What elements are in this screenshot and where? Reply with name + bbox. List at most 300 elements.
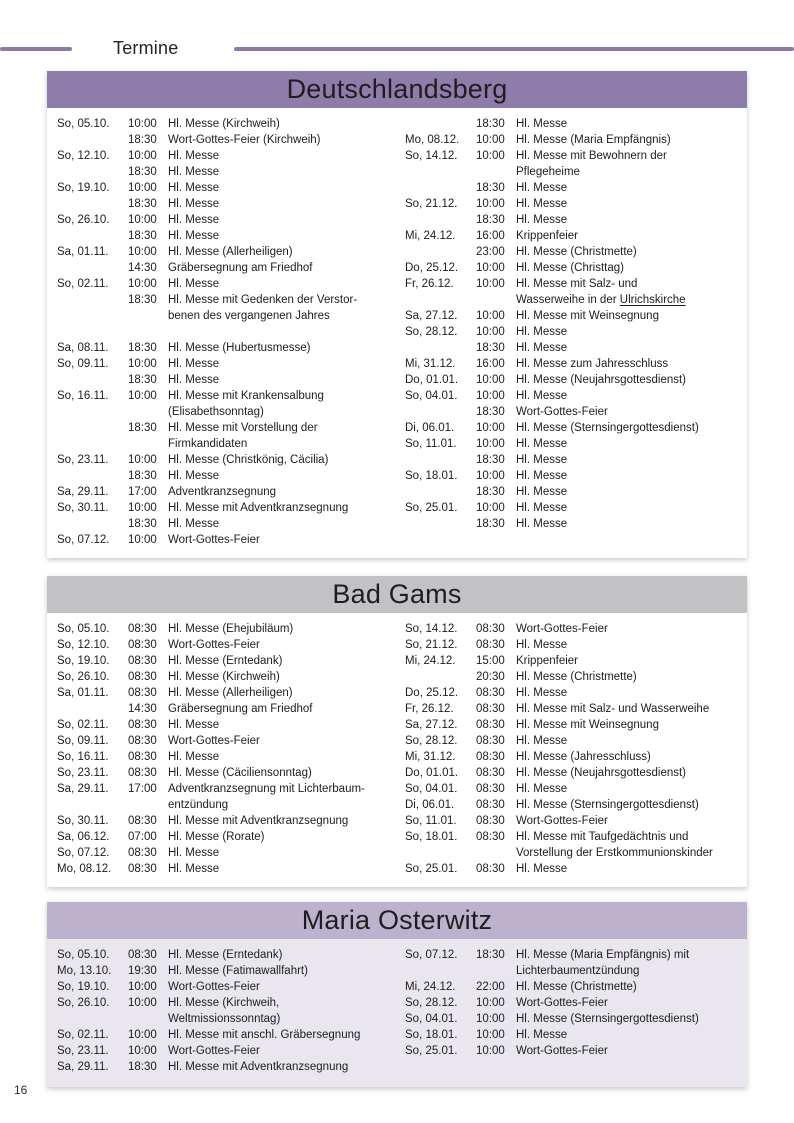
schedule-row bbox=[405, 861, 737, 877]
event-date: So, 12.10. bbox=[57, 150, 110, 162]
event-description: Hl. Messe bbox=[168, 470, 220, 482]
event-date: Sa, 08.11. bbox=[57, 342, 109, 354]
event-description: Hl. Messe bbox=[168, 150, 220, 162]
page-number: 16 bbox=[14, 1083, 28, 1097]
event-time: 08:30 bbox=[476, 799, 505, 811]
event-description: Hl. Messe mit Adventkranzsegnung bbox=[168, 1061, 349, 1073]
schedule-row bbox=[57, 637, 389, 653]
section-title-maria-osterwitz: Maria Osterwitz bbox=[47, 902, 747, 939]
event-time: 08:30 bbox=[128, 639, 157, 651]
event-time: 08:30 bbox=[128, 767, 157, 779]
event-description: Wort-Gottes-Feier bbox=[168, 1045, 260, 1057]
schedule-row bbox=[57, 244, 389, 260]
event-time: 08:30 bbox=[128, 751, 157, 763]
schedule-row bbox=[405, 388, 737, 404]
event-date: Do, 01.01. bbox=[405, 767, 459, 779]
schedule-row bbox=[405, 404, 737, 420]
schedule-row bbox=[405, 148, 737, 180]
schedule-row bbox=[405, 452, 737, 468]
schedule-deutschlandsberg bbox=[47, 108, 747, 558]
schedule-row bbox=[57, 484, 389, 500]
event-time: 10:00 bbox=[128, 454, 157, 466]
event-time: 08:30 bbox=[476, 783, 505, 795]
schedule-row bbox=[57, 292, 389, 324]
event-description: Hl. Messe (Ehejubiläum) bbox=[168, 623, 294, 635]
event-date: Do, 25.12. bbox=[405, 687, 459, 699]
schedule-row bbox=[57, 164, 389, 180]
event-description: Hl. Messe (Erntedank) bbox=[168, 655, 283, 667]
schedule-row bbox=[57, 947, 389, 963]
schedule-row bbox=[57, 765, 389, 781]
section-title-bad-gams: Bad Gams bbox=[47, 576, 747, 613]
event-time: 10:00 bbox=[476, 390, 505, 402]
event-description: Hl. Messe (Fatimawallfahrt) bbox=[168, 965, 308, 977]
event-time: 10:00 bbox=[128, 390, 157, 402]
event-date: So, 26.10. bbox=[57, 997, 110, 1009]
event-date: So, 18.01. bbox=[405, 831, 458, 843]
schedule-row bbox=[405, 669, 737, 685]
schedule-row bbox=[57, 621, 389, 637]
event-time: 16:00 bbox=[476, 358, 505, 370]
event-time: 10:00 bbox=[476, 470, 505, 482]
event-time: 08:30 bbox=[128, 949, 157, 961]
schedule-row bbox=[57, 717, 389, 733]
event-description: Hl. Messe bbox=[168, 198, 220, 210]
schedule-row bbox=[405, 132, 737, 148]
event-date: Mi, 31.12. bbox=[405, 751, 456, 763]
event-date: So, 04.01. bbox=[405, 783, 458, 795]
event-date: So, 19.10. bbox=[57, 655, 110, 667]
event-date: Mi, 24.12. bbox=[405, 655, 456, 667]
event-time: 16:00 bbox=[476, 230, 505, 242]
event-time: 10:00 bbox=[476, 262, 505, 274]
event-description: Hl. Messe bbox=[168, 166, 220, 178]
event-description: Hl. Messe mit Salz- und Wasserweihe bbox=[516, 703, 710, 715]
schedule-row bbox=[57, 701, 389, 717]
event-time: 10:00 bbox=[128, 997, 157, 1009]
event-time: 08:30 bbox=[476, 751, 505, 763]
event-time: 07:00 bbox=[128, 831, 157, 843]
event-time: 14:30 bbox=[128, 262, 157, 274]
event-time: 10:00 bbox=[128, 358, 157, 370]
event-description: Wort-Gottes-Feier bbox=[516, 1045, 608, 1057]
event-description: Hl. Messe mit Gedenken der Verstor- benen des vergangenen Jahres bbox=[168, 294, 358, 322]
event-description: Adventkranzsegnung bbox=[168, 486, 277, 498]
event-time: 18:30 bbox=[476, 486, 505, 498]
schedule-row bbox=[57, 180, 389, 196]
event-time: 14:30 bbox=[128, 703, 157, 715]
event-description: Hl. Messe (Maria Empfängnis) bbox=[516, 134, 671, 146]
schedule-row bbox=[405, 979, 737, 995]
event-date: So, 07.12. bbox=[57, 847, 110, 859]
event-time: 10:00 bbox=[476, 198, 505, 210]
event-time: 10:00 bbox=[128, 246, 157, 258]
event-date: Mi, 24.12. bbox=[405, 230, 456, 242]
event-description: Hl. Messe mit Salz- und Wasserweihe in der Ulrichskirche bbox=[516, 278, 686, 306]
event-date: So, 28.12. bbox=[405, 326, 458, 338]
event-description: Gräbersegnung am Friedhof bbox=[168, 262, 313, 274]
event-time: 10:00 bbox=[476, 374, 505, 386]
event-time: 10:00 bbox=[128, 118, 157, 130]
schedule-row bbox=[57, 979, 389, 995]
event-description: Hl. Messe (Christkönig, Cäcilia) bbox=[168, 454, 329, 466]
schedule-row bbox=[405, 749, 737, 765]
event-description: Hl. Messe (Christmette) bbox=[516, 671, 637, 683]
event-time: 08:30 bbox=[128, 623, 157, 635]
event-description: Hl. Messe (Neujahrsgottesdienst) bbox=[516, 374, 687, 386]
event-time: 08:30 bbox=[128, 655, 157, 667]
event-date: So, 18.01. bbox=[405, 470, 458, 482]
event-date: Mi, 24.12. bbox=[405, 981, 456, 993]
event-description: Hl. Messe (Hubertusmesse) bbox=[168, 342, 311, 354]
schedule-row bbox=[57, 995, 389, 1027]
event-description: Hl. Messe bbox=[168, 863, 220, 875]
event-date bbox=[57, 468, 128, 484]
event-description: Hl. Messe bbox=[516, 639, 568, 651]
event-date: So, 02.11. bbox=[57, 719, 109, 731]
schedule-row bbox=[57, 276, 389, 292]
event-date: So, 09.11. bbox=[57, 358, 109, 370]
event-date: So, 14.12. bbox=[405, 150, 458, 162]
event-date: Sa, 29.11. bbox=[57, 783, 109, 795]
schedule-row bbox=[57, 781, 389, 813]
event-description: Hl. Messe bbox=[168, 847, 220, 859]
schedule-row bbox=[57, 212, 389, 228]
event-date: Do, 01.01. bbox=[405, 374, 459, 386]
event-time: 10:00 bbox=[128, 182, 157, 194]
event-description: Hl. Messe mit Bewohnern der Pflegeheime bbox=[516, 150, 667, 178]
event-time: 18:30 bbox=[128, 374, 157, 386]
schedule-row bbox=[57, 813, 389, 829]
schedule-row bbox=[57, 1027, 389, 1043]
event-time: 18:30 bbox=[476, 454, 505, 466]
event-time: 19:30 bbox=[128, 965, 157, 977]
schedule-row bbox=[405, 516, 737, 532]
schedule-row bbox=[57, 845, 389, 861]
event-time: 10:00 bbox=[128, 278, 157, 290]
schedule-row bbox=[405, 276, 737, 308]
event-date: So, 05.10. bbox=[57, 623, 110, 635]
event-date: Sa, 01.11. bbox=[57, 246, 109, 258]
event-date bbox=[405, 340, 476, 356]
event-time: 10:00 bbox=[476, 134, 505, 146]
event-time: 17:00 bbox=[128, 783, 157, 795]
event-time: 18:30 bbox=[476, 118, 505, 130]
event-description: Hl. Messe bbox=[516, 118, 568, 130]
event-time: 10:00 bbox=[476, 1045, 505, 1057]
schedule-row bbox=[405, 829, 737, 861]
schedule-column bbox=[57, 621, 389, 877]
schedule-row bbox=[405, 372, 737, 388]
event-date: Mo, 08.12. bbox=[57, 863, 112, 875]
event-time: 08:30 bbox=[128, 863, 157, 875]
event-date bbox=[405, 116, 476, 132]
event-time: 10:00 bbox=[476, 1029, 505, 1041]
event-time: 18:30 bbox=[128, 342, 157, 354]
event-description: Hl. Messe bbox=[516, 214, 568, 226]
event-description: Hl. Messe mit Weinsegnung bbox=[516, 719, 659, 731]
event-date bbox=[57, 196, 128, 212]
event-description: Hl. Messe (Christtag) bbox=[516, 262, 624, 274]
event-time: 10:00 bbox=[128, 1045, 157, 1057]
event-date bbox=[405, 452, 476, 468]
event-description: Hl. Messe bbox=[516, 518, 568, 530]
event-description: Hl. Messe (Erntedank) bbox=[168, 949, 283, 961]
schedule-row bbox=[405, 781, 737, 797]
event-time: 10:00 bbox=[128, 502, 157, 514]
schedule-row bbox=[57, 468, 389, 484]
schedule-row bbox=[405, 733, 737, 749]
event-date: So, 19.10. bbox=[57, 981, 110, 993]
schedule-row bbox=[57, 132, 389, 148]
event-description: Hl. Messe zum Jahresschluss bbox=[516, 358, 669, 370]
event-time: 10:00 bbox=[128, 534, 157, 546]
event-time: 08:30 bbox=[128, 735, 157, 747]
event-description: Hl. Messe bbox=[516, 486, 568, 498]
schedule-column bbox=[57, 116, 389, 548]
event-time: 10:00 bbox=[128, 150, 157, 162]
event-time: 08:30 bbox=[476, 687, 505, 699]
event-date bbox=[57, 260, 128, 276]
schedule-row bbox=[405, 420, 737, 436]
event-time: 18:30 bbox=[476, 949, 505, 961]
event-date: So, 18.01. bbox=[405, 1029, 458, 1041]
section-bad-gams bbox=[47, 576, 747, 887]
event-date: So, 28.12. bbox=[405, 735, 458, 747]
schedule-row bbox=[57, 116, 389, 132]
event-date: So, 07.12. bbox=[405, 949, 458, 961]
event-description: Krippenfeier bbox=[516, 655, 579, 667]
event-date: So, 25.01. bbox=[405, 863, 458, 875]
event-date: So, 04.01. bbox=[405, 390, 458, 402]
event-description: Hl. Messe bbox=[168, 751, 220, 763]
event-date: So, 09.11. bbox=[57, 735, 109, 747]
event-date: So, 05.10. bbox=[57, 118, 110, 130]
event-date: So, 11.01. bbox=[405, 438, 457, 450]
event-time: 18:30 bbox=[128, 422, 157, 434]
event-description: Wort-Gottes-Feier bbox=[516, 623, 608, 635]
event-date: So, 12.10. bbox=[57, 639, 110, 651]
event-date: So, 23.11. bbox=[57, 454, 109, 466]
event-date: So, 25.01. bbox=[405, 1045, 458, 1057]
schedule-row bbox=[405, 797, 737, 813]
schedule-row bbox=[405, 260, 737, 276]
schedule-row bbox=[57, 196, 389, 212]
event-time: 23:00 bbox=[476, 246, 505, 258]
schedule-row bbox=[57, 532, 389, 548]
event-description: Hl. Messe bbox=[516, 454, 568, 466]
section-maria-osterwitz bbox=[47, 902, 747, 1087]
event-time: 08:30 bbox=[128, 671, 157, 683]
event-description: Hl. Messe bbox=[516, 390, 568, 402]
event-date: Di, 06.01. bbox=[405, 422, 455, 434]
event-time: 10:00 bbox=[476, 1013, 505, 1025]
schedule-row bbox=[405, 765, 737, 781]
event-description: Hl. Messe bbox=[516, 502, 568, 514]
schedule-row bbox=[405, 244, 737, 260]
event-date: So, 28.12. bbox=[405, 997, 458, 1009]
schedule-row bbox=[57, 685, 389, 701]
event-time: 22:00 bbox=[476, 981, 505, 993]
event-date: So, 26.10. bbox=[57, 671, 110, 683]
event-date: Do, 25.12. bbox=[405, 262, 459, 274]
schedule-row bbox=[405, 685, 737, 701]
event-date: Mo, 13.10. bbox=[57, 965, 112, 977]
schedule-maria-osterwitz bbox=[47, 939, 747, 1087]
schedule-row bbox=[57, 749, 389, 765]
event-date: So, 23.11. bbox=[57, 1045, 109, 1057]
event-date: Fr, 26.12. bbox=[405, 278, 454, 290]
schedule-row bbox=[57, 452, 389, 468]
schedule-row bbox=[405, 717, 737, 733]
event-date: So, 21.12. bbox=[405, 639, 458, 651]
event-date: Sa, 29.11. bbox=[57, 486, 109, 498]
event-description: Hl. Messe (Jahresschluss) bbox=[516, 751, 651, 763]
event-description: Hl. Messe (Sternsingergottesdienst) bbox=[516, 422, 699, 434]
event-time: 10:00 bbox=[476, 997, 505, 1009]
schedule-row bbox=[405, 196, 737, 212]
schedule-row bbox=[57, 500, 389, 516]
event-description: Hl. Messe bbox=[168, 719, 220, 731]
schedule-row bbox=[57, 340, 389, 356]
schedule-row bbox=[405, 468, 737, 484]
event-time: 15:00 bbox=[476, 655, 505, 667]
event-date bbox=[405, 212, 476, 228]
event-date: So, 16.11. bbox=[57, 751, 109, 763]
event-date: So, 02.11. bbox=[57, 278, 109, 290]
event-date: So, 19.10. bbox=[57, 182, 110, 194]
event-description: Hl. Messe (Allerheiligen) bbox=[168, 246, 293, 258]
event-date: Sa, 27.12. bbox=[405, 719, 458, 731]
event-date: So, 26.10. bbox=[57, 214, 110, 226]
event-time: 18:30 bbox=[476, 214, 505, 226]
page-header bbox=[0, 0, 794, 59]
event-description: Hl. Messe bbox=[168, 518, 220, 530]
event-time: 18:30 bbox=[476, 182, 505, 194]
event-description: Hl. Messe bbox=[168, 374, 220, 386]
event-description: Wort-Gottes-Feier bbox=[516, 406, 608, 418]
event-description: Wort-Gottes-Feier (Kirchweih) bbox=[168, 134, 321, 146]
event-date bbox=[57, 701, 128, 717]
event-time: 08:30 bbox=[128, 719, 157, 731]
event-description: Hl. Messe (Neujahrsgottesdienst) bbox=[516, 767, 687, 779]
schedule-row bbox=[57, 356, 389, 372]
event-description: Hl. Messe bbox=[516, 326, 568, 338]
event-description: Hl. Messe mit Adventkranzsegnung bbox=[168, 502, 349, 514]
event-time: 18:30 bbox=[476, 406, 505, 418]
event-date bbox=[405, 404, 476, 420]
event-description: Wort-Gottes-Feier bbox=[168, 981, 260, 993]
event-time: 10:00 bbox=[128, 214, 157, 226]
schedule-row bbox=[405, 308, 737, 324]
event-date: Sa, 06.12. bbox=[57, 831, 110, 843]
schedule-row bbox=[405, 621, 737, 637]
event-description: Gräbersegnung am Friedhof bbox=[168, 703, 313, 715]
event-description: Hl. Messe bbox=[168, 358, 220, 370]
schedule-row bbox=[405, 500, 737, 516]
schedule-row bbox=[57, 963, 389, 979]
event-time: 10:00 bbox=[476, 310, 505, 322]
event-date bbox=[405, 516, 476, 532]
event-description: Wort-Gottes-Feier bbox=[168, 735, 260, 747]
event-description: Hl. Messe bbox=[516, 182, 568, 194]
schedule-bad-gams bbox=[47, 613, 747, 887]
event-description: Hl. Messe bbox=[168, 230, 220, 242]
event-date bbox=[57, 372, 128, 388]
schedule-row bbox=[57, 1043, 389, 1059]
schedule-row bbox=[405, 813, 737, 829]
event-date: So, 05.10. bbox=[57, 949, 110, 961]
event-date: Di, 06.01. bbox=[405, 799, 455, 811]
event-time: 10:00 bbox=[476, 502, 505, 514]
event-time: 10:00 bbox=[128, 981, 157, 993]
event-time: 18:30 bbox=[128, 518, 157, 530]
schedule-column bbox=[405, 621, 737, 877]
event-time: 18:30 bbox=[128, 166, 157, 178]
event-description: Hl. Messe mit Taufgedächtnis und Vorstellung der Erstkommunionskinder bbox=[516, 831, 713, 859]
schedule-row bbox=[405, 484, 737, 500]
event-description: Hl. Messe (Kirchweih, Weltmissionssonntag) bbox=[168, 997, 281, 1025]
event-time: 17:00 bbox=[128, 486, 157, 498]
schedule-row bbox=[405, 701, 737, 717]
event-time: 18:30 bbox=[476, 518, 505, 530]
schedule-row bbox=[405, 180, 737, 196]
event-time: 18:30 bbox=[128, 1061, 157, 1073]
event-description: Hl. Messe (Sternsingergottesdienst) bbox=[516, 799, 699, 811]
schedule-column bbox=[405, 116, 737, 548]
event-date bbox=[405, 484, 476, 500]
schedule-row bbox=[405, 1011, 737, 1027]
event-description: Hl. Messe mit Adventkranzsegnung bbox=[168, 815, 349, 827]
event-time: 10:00 bbox=[476, 422, 505, 434]
schedule-row bbox=[405, 356, 737, 372]
event-date bbox=[57, 132, 128, 148]
event-description: Hl. Messe bbox=[516, 342, 568, 354]
event-time: 18:30 bbox=[128, 134, 157, 146]
schedule-row bbox=[57, 388, 389, 420]
event-description: Hl. Messe bbox=[516, 735, 568, 747]
event-description: Wort-Gottes-Feier bbox=[516, 815, 608, 827]
schedule-row bbox=[405, 1027, 737, 1043]
event-date: So, 25.01. bbox=[405, 502, 458, 514]
event-time: 08:30 bbox=[128, 815, 157, 827]
event-date: So, 16.11. bbox=[57, 390, 109, 402]
event-description: Hl. Messe (Kirchweih) bbox=[168, 118, 280, 130]
schedule-row bbox=[57, 372, 389, 388]
event-date bbox=[57, 420, 128, 452]
event-date: Mi, 31.12. bbox=[405, 358, 456, 370]
event-description: Hl. Messe (Maria Empfängnis) mit Lichterbaumentzündung bbox=[516, 949, 690, 977]
event-time: 20:30 bbox=[476, 671, 505, 683]
event-description: Hl. Messe (Christmette) bbox=[516, 246, 637, 258]
event-time: 10:00 bbox=[476, 326, 505, 338]
event-time: 08:30 bbox=[476, 767, 505, 779]
event-description: Hl. Messe (Cäciliensonntag) bbox=[168, 767, 312, 779]
event-description: Hl. Messe mit Krankensalbung (Elisabethsonntag) bbox=[168, 390, 324, 418]
event-time: 18:30 bbox=[128, 470, 157, 482]
event-date bbox=[405, 180, 476, 196]
schedule-row bbox=[57, 228, 389, 244]
event-description: Hl. Messe bbox=[516, 438, 568, 450]
event-time: 08:30 bbox=[476, 863, 505, 875]
event-description: Wort-Gottes-Feier bbox=[516, 997, 608, 1009]
event-time: 08:30 bbox=[476, 639, 505, 651]
event-date: So, 14.12. bbox=[405, 623, 458, 635]
schedule-row bbox=[57, 516, 389, 532]
event-description: Krippenfeier bbox=[516, 230, 579, 242]
event-time: 10:00 bbox=[476, 438, 505, 450]
event-date: Mo, 08.12. bbox=[405, 134, 460, 146]
